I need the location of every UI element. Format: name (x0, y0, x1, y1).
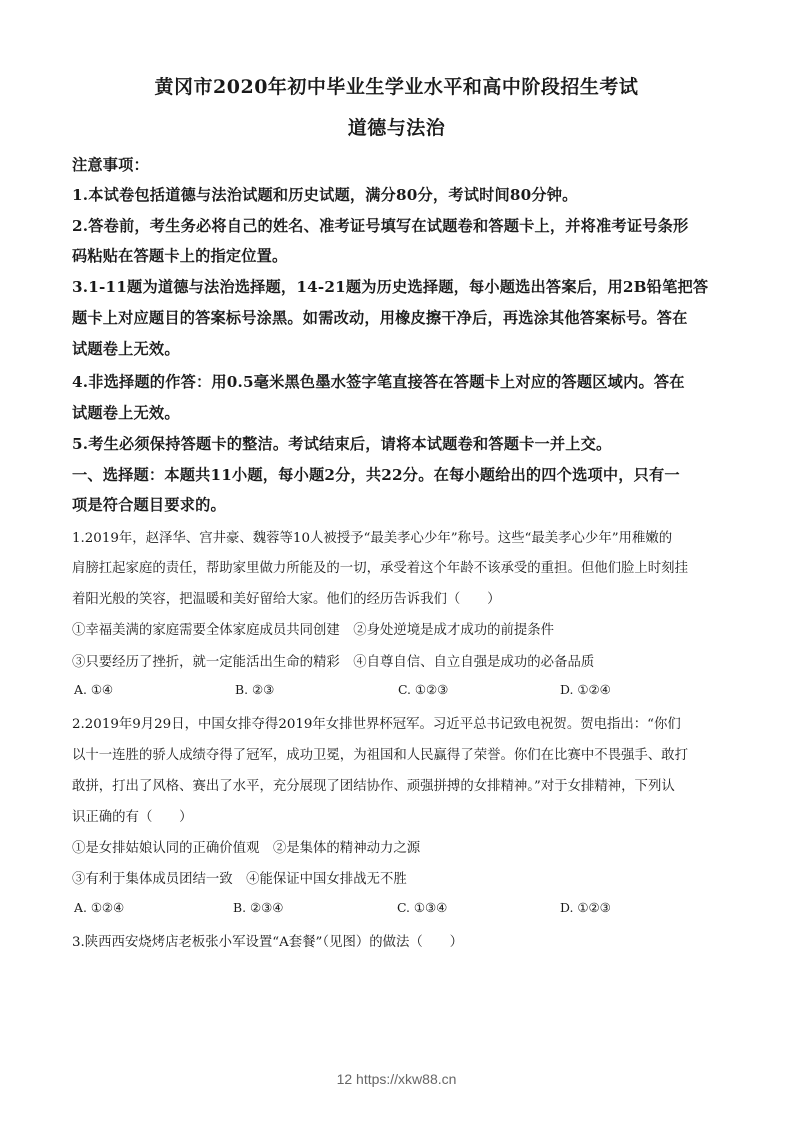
question-statement: ③有利于集体成员团结一致 ④能保证中国女排战无不胜 (72, 872, 407, 887)
section-line: 一、选择题：本题共11小题，每小题2分，共22分。在每小题给出的四个选项中，只有一 (72, 466, 680, 484)
option-d: D. ①②④ (560, 682, 611, 697)
question-text: 着阳光般的笑容，把温暖和美好留给大家。他们的经历告诉我们（ ） (72, 592, 501, 607)
exam-title: 黄冈市2020年初中毕业生学业水平和高中阶段招生考试 (154, 76, 639, 98)
notice-line: 5.考生必须保持答题卡的整洁。考试结束后，请将本试题卷和答题卡一并上交。 (72, 435, 612, 453)
question-text: 以十一连胜的骄人成绩夺得了冠军，成功卫冕，为祖国和人民赢得了荣誉。你们在比赛中不畏强手、敢打 (72, 748, 688, 763)
notice-line: 题卡上对应题目的答案标号涂黑。如需改动，用橡皮擦干净后，再选涂其他答案标号。答在 (72, 309, 688, 327)
question-text: 敢拼，打出了风格、赛出了水平，充分展现了团结协作、顽强拼搏的女排精神。”对于女排精神，下列认 (72, 779, 675, 794)
question-statement: ①幸福美满的家庭需要全体家庭成员共同创建 ②身处逆境是成才成功的前提条件 (72, 623, 555, 638)
option-a: A. ①④ (74, 682, 114, 697)
notice-line: 试题卷上无效。 (72, 404, 180, 422)
question-statement: ①是女排姑娘认同的正确价值观 ②是集体的精神动力之源 (72, 841, 421, 856)
question-text: 3.陕西西安烧烤店老板张小军设置“A套餐”（见图）的做法（ ） (72, 935, 463, 950)
question-text: 2.2019年9月29日，中国女排夺得2019年女排世界杯冠军。习近平总书记致电祝贺。贺电指出：“你们 (72, 717, 681, 732)
question-text: 肩膀扛起家庭的责任，帮助家里做力所能及的一切，承受着这个年龄不该承受的重担。但他们脸上时刻挂 (72, 561, 688, 576)
option-c: C. ①③④ (397, 900, 448, 915)
notice-heading: 注意事项： (72, 156, 149, 174)
notice-line: 2.答卷前，考生务必将自己的姓名、准考证号填写在试题卷和答题卡上，并将准考证号条形 (72, 217, 689, 235)
option-c: C. ①②③ (398, 682, 449, 697)
notice-line: 试题卷上无效。 (72, 340, 180, 358)
question-statement: ③只要经历了挫折，就一定能活出生命的精彩 ④自尊自信、自立自强是成功的必备品质 (72, 655, 595, 670)
notice-line: 1.本试卷包括道德与法治试题和历史试题，满分80分，考试时间80分钟。 (72, 186, 578, 204)
page-footer: 12 https://xkw88.cn (336, 1071, 457, 1087)
option-d: D. ①②③ (560, 900, 611, 915)
question-text: 1.2019年，赵泽华、宫井豪、魏蓉等10人被授予“最美孝心少年”称号。这些“最美孝心少年”用稚嫩的 (72, 531, 673, 546)
section-line: 项是符合题目要求的。 (72, 496, 226, 514)
notice-line: 3.1-11题为道德与法治选择题，14-21题为历史选择题，每小题选出答案后，用2B铅笔把答 (72, 278, 709, 296)
option-a: A. ①②④ (74, 900, 125, 915)
notice-line: 码粘贴在答题卡上的指定位置。 (72, 247, 288, 265)
option-b: B. ②③④ (233, 900, 284, 915)
option-b: B. ②③ (235, 682, 275, 697)
question-text: 识正确的有（ ） (72, 810, 193, 825)
subject-title: 道德与法治 (347, 117, 446, 139)
notice-line: 4.非选择题的作答：用0.5毫米黑色墨水签字笔直接答在答题卡上对应的答题区域内。答在 (72, 373, 685, 391)
